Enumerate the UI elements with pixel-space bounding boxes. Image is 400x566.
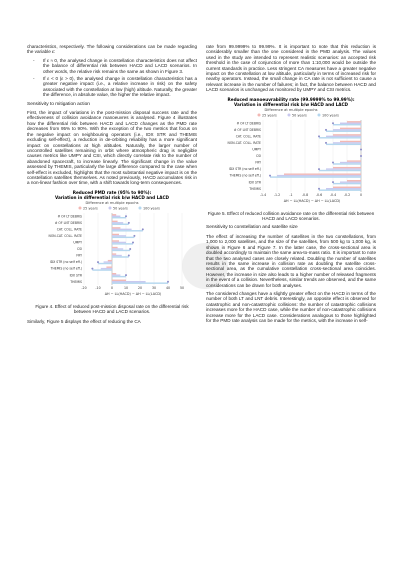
y-category-label: # OF LNT DEBRIS: [233, 127, 261, 132]
bar: [112, 241, 126, 242]
data-point: [125, 215, 127, 217]
bar: [326, 135, 361, 136]
y-category-label: # OF LNT DEBRIS: [54, 220, 82, 225]
figure-5-chart: [211, 96, 371, 208]
bar: [112, 215, 120, 216]
y-category-label: THEMIS: [249, 186, 261, 191]
data-point: [318, 187, 320, 189]
bar: [112, 256, 129, 257]
bar: [112, 227, 120, 228]
data-point: [129, 248, 131, 250]
bar: [92, 269, 112, 270]
data-point: [325, 142, 327, 144]
bar: [112, 253, 116, 254]
y-category-label: CSI: [255, 153, 261, 158]
x-tick-label: 0: [110, 285, 114, 290]
bar: [108, 260, 112, 261]
bar: [112, 247, 118, 248]
data-point: [142, 228, 144, 230]
body-paragraph: The effect of increasing the number of satellites in the two constellations, from 1,000 to 2,000 satellites, and the size of the satellites, from 500 kg to 1,000 kg, is shown in Figure 6 and Figure 7. In the latter case, the cross-sectional area is doubled accordingly to maintain the same area-to-mass ratio. It is important to note that the two analysed cases are closely related. Doubling the number of satellites results in the same increase in collision rate as doubling the satellite cross-sectional area, as the cumulative constellation cross-sectional area coincides. However, the increase in size also leads to a higher number of released fragments in the event of a collision. Nevertheless, similar trends are observed, and the same considerations can be drawn for both analyses.: [206, 233, 376, 288]
x-tick-label: -1: [289, 192, 293, 197]
data-point: [125, 274, 127, 276]
y-category-label: NON-CAT. COLL. RATE: [48, 233, 82, 238]
y-category-label: FRY: [76, 253, 82, 258]
x-tick-label: 30: [151, 285, 157, 290]
bar: [112, 249, 130, 250]
body-paragraph: First, the impact of variations in the post-mission disposal success rate and the effectiveness of collision avoidance manoeuvres is analysed. Figure 4 illustrates how the differential risk between HACD and LACD changes as the PMD rate decreases from 95% to 90%. With the exception of the two metrics that focus on the negative impact on neighbouring operators (i.e., IDX STR and THEMIS excluding self-effect), a reduction in de-orbiting reliability has a more significant impact on constellations at high altitudes. Naturally, the larger number of uncontrolled satellites remaining in orbit where atmospheric drag is negligible causes metrics like UMPY and CSI, which directly correlate risk to the number of abandoned spacecraft, to increase linearly. The significant change in the value assessed by THEMIS, particularly the large difference compared to the case when self-effect is excluded, highlights that the most substantial negative impact is on the constellation satellites themselves. As noted previously, HACD accumulates risk in a non-linear fashion over time, with a shift towards long-term consequences.: [27, 110, 197, 186]
legend-marker: [258, 113, 261, 116]
bullet-text: If ε < 0 (ε > 0), the analysed change in constellation characteristics has a greater negative impact (i.e., a relative increase in risk) on the safety associated with the constellation at low (high) altitude. Naturally, the greater the difference, in absolute value, the higher the relative impact.: [43, 76, 197, 98]
bullet-item: [33, 76, 197, 98]
bar: [347, 180, 361, 181]
bar: [333, 124, 361, 125]
section-heading: Sensitivity to mitigation action: [27, 101, 90, 107]
data-point: [360, 155, 362, 157]
figure-4-chart: [32, 189, 192, 301]
legend-label: 25 years: [83, 206, 98, 211]
bar: [112, 223, 129, 224]
y-category-label: CSI: [76, 246, 82, 251]
bar: [326, 188, 361, 189]
y-category-label: CAT. COLL. RATE: [235, 134, 261, 139]
section-heading: Sensitivity to constellation and satellite size: [206, 225, 298, 231]
bar: [277, 175, 361, 176]
bar: [112, 228, 132, 229]
bar: [112, 217, 126, 218]
bar: [333, 163, 361, 164]
data-point: [269, 174, 271, 176]
y-category-label: NON-CAT. COLL. RATE: [227, 140, 261, 145]
y-category-label: IDX STR (no self eff.): [228, 166, 261, 171]
bar: [112, 255, 122, 256]
x-tick-label: -20: [81, 285, 87, 290]
data-point: [360, 148, 362, 150]
bar: [112, 233, 119, 234]
y-category-label: IDX STR: [248, 179, 261, 184]
bar: [106, 266, 112, 267]
bar: [270, 176, 361, 177]
x-tick-label: -1.4: [259, 192, 267, 197]
bar: [112, 281, 146, 282]
x-axis-label: ΔH − LL(HACD) − ΔH − LL(LACD): [104, 291, 162, 296]
legend-label: 100 years: [322, 112, 339, 117]
bar: [112, 214, 116, 215]
x-tick-label: -0.4: [329, 192, 337, 197]
bar: [340, 161, 361, 162]
data-point: [332, 122, 334, 124]
bar: [340, 127, 361, 128]
bar: [112, 240, 119, 241]
y-category-label: UMPY: [73, 240, 82, 245]
y-category-label: # OF LT DEBRIS: [236, 121, 261, 126]
y-category-label: FRY: [255, 160, 261, 165]
bar: [340, 140, 361, 141]
bar: [112, 248, 123, 249]
bullet-dash: -: [33, 76, 35, 82]
right-column: [206, 44, 376, 326]
x-tick-label: 0: [359, 192, 363, 197]
bullet-item: [33, 58, 197, 74]
y-category-label: # OF LT DEBRIS: [57, 214, 82, 219]
legend-title: Difference at multiple epochs: [264, 107, 318, 112]
chart-subtitle: Variation in differential risk b/w HACD and LACD: [54, 194, 170, 200]
y-category-label: THEMIS (no self eff.): [229, 173, 261, 178]
x-tick-label: -10: [95, 285, 101, 290]
bar: [340, 122, 361, 123]
bar: [112, 279, 126, 280]
legend-label: 100 years: [143, 206, 160, 211]
legend-marker: [109, 206, 112, 209]
bar: [112, 220, 118, 221]
bar: [104, 261, 112, 262]
bar: [326, 143, 361, 144]
data-point: [128, 222, 130, 224]
legend-marker: [318, 113, 321, 116]
bar: [333, 167, 361, 168]
x-tick-label: 20: [137, 285, 143, 290]
bar: [347, 121, 361, 122]
legend-marker: [79, 206, 82, 209]
bar: [112, 222, 123, 223]
bar: [319, 169, 361, 170]
legend-marker: [139, 206, 142, 209]
legend-label: 25 years: [262, 112, 277, 117]
body-paragraph: Similarly, Figure 5 displays the effect of reducing the CA: [27, 318, 141, 324]
bar: [112, 235, 126, 236]
x-tick-label: 40: [165, 285, 171, 290]
y-category-label: THEMIS (no self eff.): [50, 266, 82, 271]
bar: [112, 243, 133, 244]
data-point: [128, 254, 130, 256]
bar: [112, 236, 134, 237]
data-point: [318, 168, 320, 170]
bar: [319, 137, 361, 138]
bar: [347, 160, 361, 161]
x-tick-label: -0.8: [301, 192, 309, 197]
bar: [112, 282, 168, 283]
bar: [112, 230, 143, 231]
left-column: [27, 44, 197, 327]
data-point: [332, 181, 334, 183]
chart-subtitle: Variation in differential risk b/w HACD and LACD: [233, 101, 349, 107]
y-category-label: CAT. COLL. RATE: [56, 227, 82, 232]
y-category-label: UMPY: [252, 147, 261, 152]
y-category-label: IDX STR (no self eff.): [49, 259, 82, 264]
data-point: [132, 241, 134, 243]
bar: [284, 173, 361, 174]
bar: [101, 268, 112, 269]
data-point: [133, 235, 135, 237]
figure-5-caption: Figure 5. Effect of reduced collision avoidance rate on the differential risk between HACD and LACD scenarios.: [207, 210, 375, 222]
data-point: [91, 267, 93, 269]
bar: [112, 273, 116, 274]
bar: [98, 263, 112, 264]
data-point: [318, 135, 320, 137]
x-tick-label: -0.6: [315, 192, 323, 197]
bar: [340, 181, 361, 182]
bar: [326, 168, 361, 169]
bullet-text: If ε ≈ 0, the analysed change in constellation characteristics does not affect the balance of differential risk between HACD and LACD scenarios. In other words, the relative risk remains the same as shown in Figure 3.: [43, 57, 197, 74]
intro-paragraph: characteristics, respectively. The following considerations can be made regarding the variable ε:: [27, 44, 197, 55]
legend-marker: [288, 113, 291, 116]
bar: [333, 183, 361, 184]
legend-label: 50 years: [292, 112, 307, 117]
legend-title: Difference at multiple epochs: [85, 200, 139, 205]
data-point: [97, 261, 99, 263]
x-tick-label: -1.2: [273, 192, 281, 197]
y-category-label: THEMIS: [70, 279, 82, 284]
chart-title: Reduced PMD rate (95% to 90%):: [72, 189, 152, 195]
x-axis-label: ΔH − LL(HACD) − ΔH − LL(LACD): [283, 198, 341, 203]
x-tick-label: 50: [179, 285, 185, 290]
body-paragraph: The considered changes have a slightly greater effect on the HACD in terms of the number of both LT and LNT debris. Interestingly, an opposite effect is observed for catastrophic and non-catastrophic collisions: the number of catastrophic collisions increases more for the HACD case, while the number of non-catastrophic collisions increase more for the LACD case. Considerations analogous to those highlighted for the PMD rate analysis can be made for the metrics, with the increase in self-: [206, 290, 376, 323]
data-point: [332, 161, 334, 163]
bullet-dash: -: [33, 57, 35, 63]
body-paragraph: rate from 99.9999% to 99.99%. It is important to note that this reduction is considerably smaller than the one considered in the PMD analysis. The values used in the study are intended to represent realistic scenarios: an accepted risk threshold in the case of conjunction of more than 1:10,000 would be outside the current standards in practice. Less stringent CA measures have a greater negative impact on the constellation at low altitude, particularly in terms of increased risk for nearby operators. Instead, the small change in CA rate is not sufficient to cause a relevant increase in the number of failures; in fact, the balance between HACD and LACD scenarios is unchanged as monitored by UMPY and CSI metrics.: [206, 44, 376, 93]
y-category-label: IDX STR: [69, 273, 82, 278]
legend-label: 50 years: [113, 206, 128, 211]
data-point: [167, 280, 169, 282]
x-tick-label: 10: [123, 285, 129, 290]
figure-4-caption: Figure 4. Effect of reduced post-mission disposal rate on the differential risk between HACD and LACD scenarios.: [35, 303, 189, 315]
data-point: [325, 128, 327, 130]
x-tick-label: -0.2: [343, 192, 351, 197]
bar: [319, 189, 361, 190]
bar: [333, 142, 361, 143]
bar: [333, 186, 361, 187]
bar: [333, 129, 361, 130]
chart-title: Reduced manoeuvrability rate (99.9999% to 99.99%):: [227, 96, 355, 102]
bar: [112, 274, 120, 275]
bar: [333, 134, 361, 135]
bar: [326, 130, 361, 131]
bar: [112, 276, 126, 277]
